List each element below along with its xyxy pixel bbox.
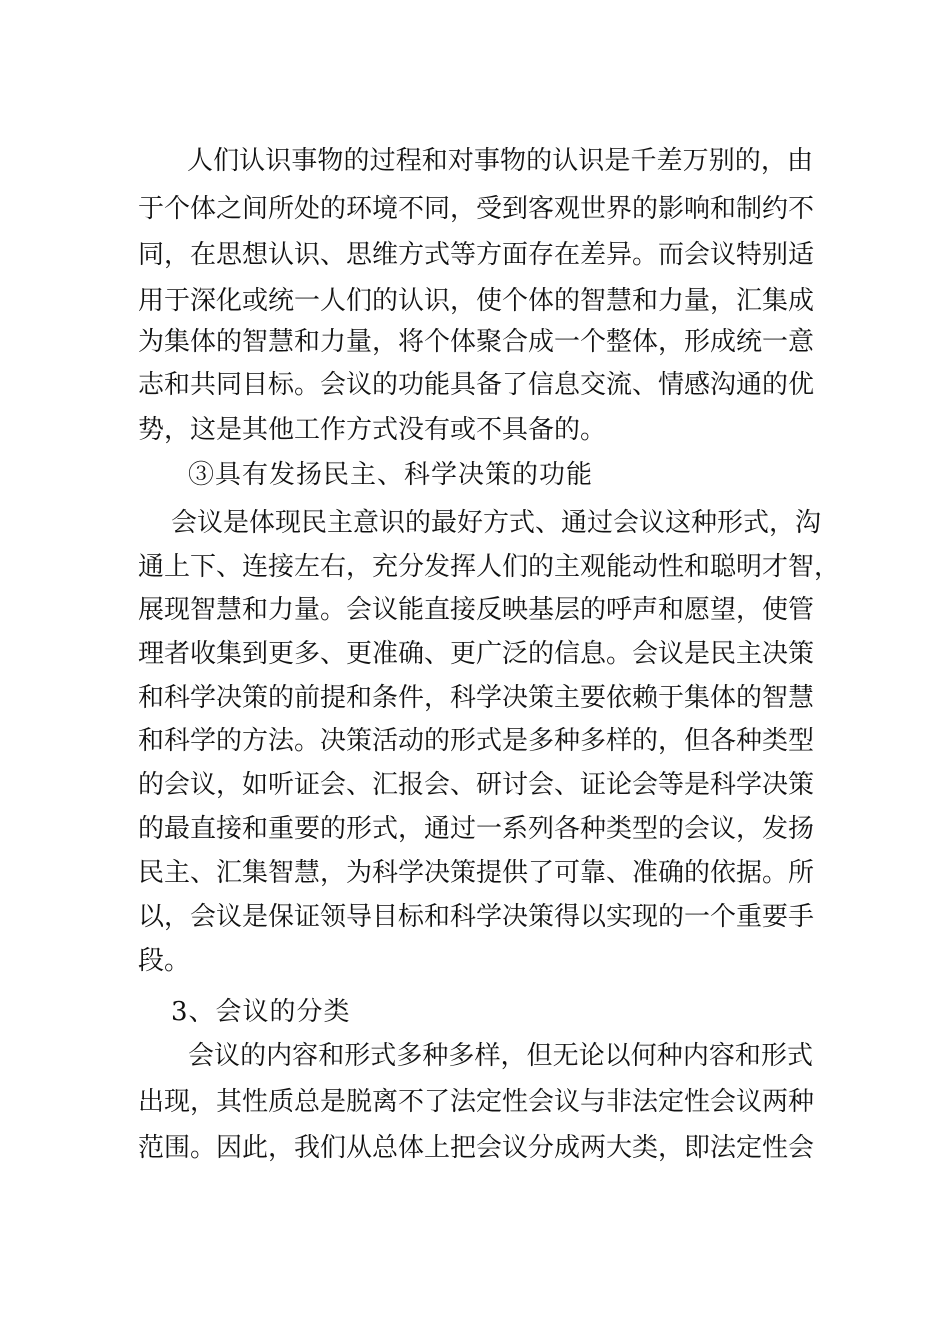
- paragraph-1-line-7: 势，这是其他工作方式没有或不具备的。: [138, 415, 607, 445]
- paragraph-2-line-7: 的会议，如听证会、汇报会、研讨会、证论会等是科学决策: [138, 770, 815, 800]
- paragraph-3-line-2: 出现，其性质总是脱离不了法定性会议与非法定性会议两种: [138, 1087, 815, 1117]
- paragraph-1-line-5: 为集体的智慧和力量，将个体聚合成一个整体，形成统一意: [138, 327, 815, 357]
- paragraph-2-line-4: 理者收集到更多、更准确、更广泛的信息。会议是民主决策: [138, 639, 815, 669]
- paragraph-2-line-11: 段。: [138, 946, 191, 976]
- paragraph-2-line-1: 会议是体现民主意识的最好方式、通过会议这种形式，沟: [171, 508, 822, 538]
- paragraph-1-line-4: 用于深化或统一人们的认识，使个体的智慧和力量，汇集成: [138, 286, 815, 316]
- paragraph-2-line-3: 展现智慧和力量。会议能直接反映基层的呼声和愿望，使管: [138, 595, 815, 625]
- paragraph-2-line-8: 的最直接和重要的形式，通过一系列各种类型的会议，发扬: [138, 814, 815, 844]
- paragraph-2-line-5: 和科学决策的前提和条件，科学决策主要依赖于集体的智慧: [138, 683, 815, 713]
- paragraph-1-line-2: 于个体之间所处的环境不同，受到客观世界的影响和制约不: [138, 194, 815, 224]
- paragraph-1-line-6: 志和共同目标。会议的功能具备了信息交流、情感沟通的优: [138, 370, 815, 400]
- paragraph-2-line-6: 和科学的方法。决策活动的形式是多种多样的，但各种类型: [138, 726, 815, 756]
- paragraph-1-line-1: 人们认识事物的过程和对事物的认识是千差万别的，由: [187, 146, 813, 176]
- paragraph-3-line-3: 范围。因此，我们从总体上把会议分成两大类，即法定性会: [138, 1133, 815, 1163]
- paragraph-2-line-2: 通上下、连接左右，充分发挥人们的主观能动性和聪明才智，: [138, 552, 841, 582]
- section-heading-meeting-classification: 3、会议的分类: [171, 997, 351, 1027]
- paragraph-2-line-10: 以，会议是保证领导目标和科学决策得以实现的一个重要手: [138, 902, 815, 932]
- paragraph-1-line-3: 同，在思想认识、思维方式等方面存在差异。而会议特别适: [138, 240, 815, 270]
- subheading-democratic-decision: ③具有发扬民主、科学决策的功能: [188, 460, 594, 490]
- paragraph-3-line-1: 会议的内容和形式多种多样，但无论以何种内容和形式: [188, 1041, 813, 1071]
- paragraph-2-line-9: 民主、汇集智慧，为科学决策提供了可靠、准确的依据。所: [138, 858, 815, 888]
